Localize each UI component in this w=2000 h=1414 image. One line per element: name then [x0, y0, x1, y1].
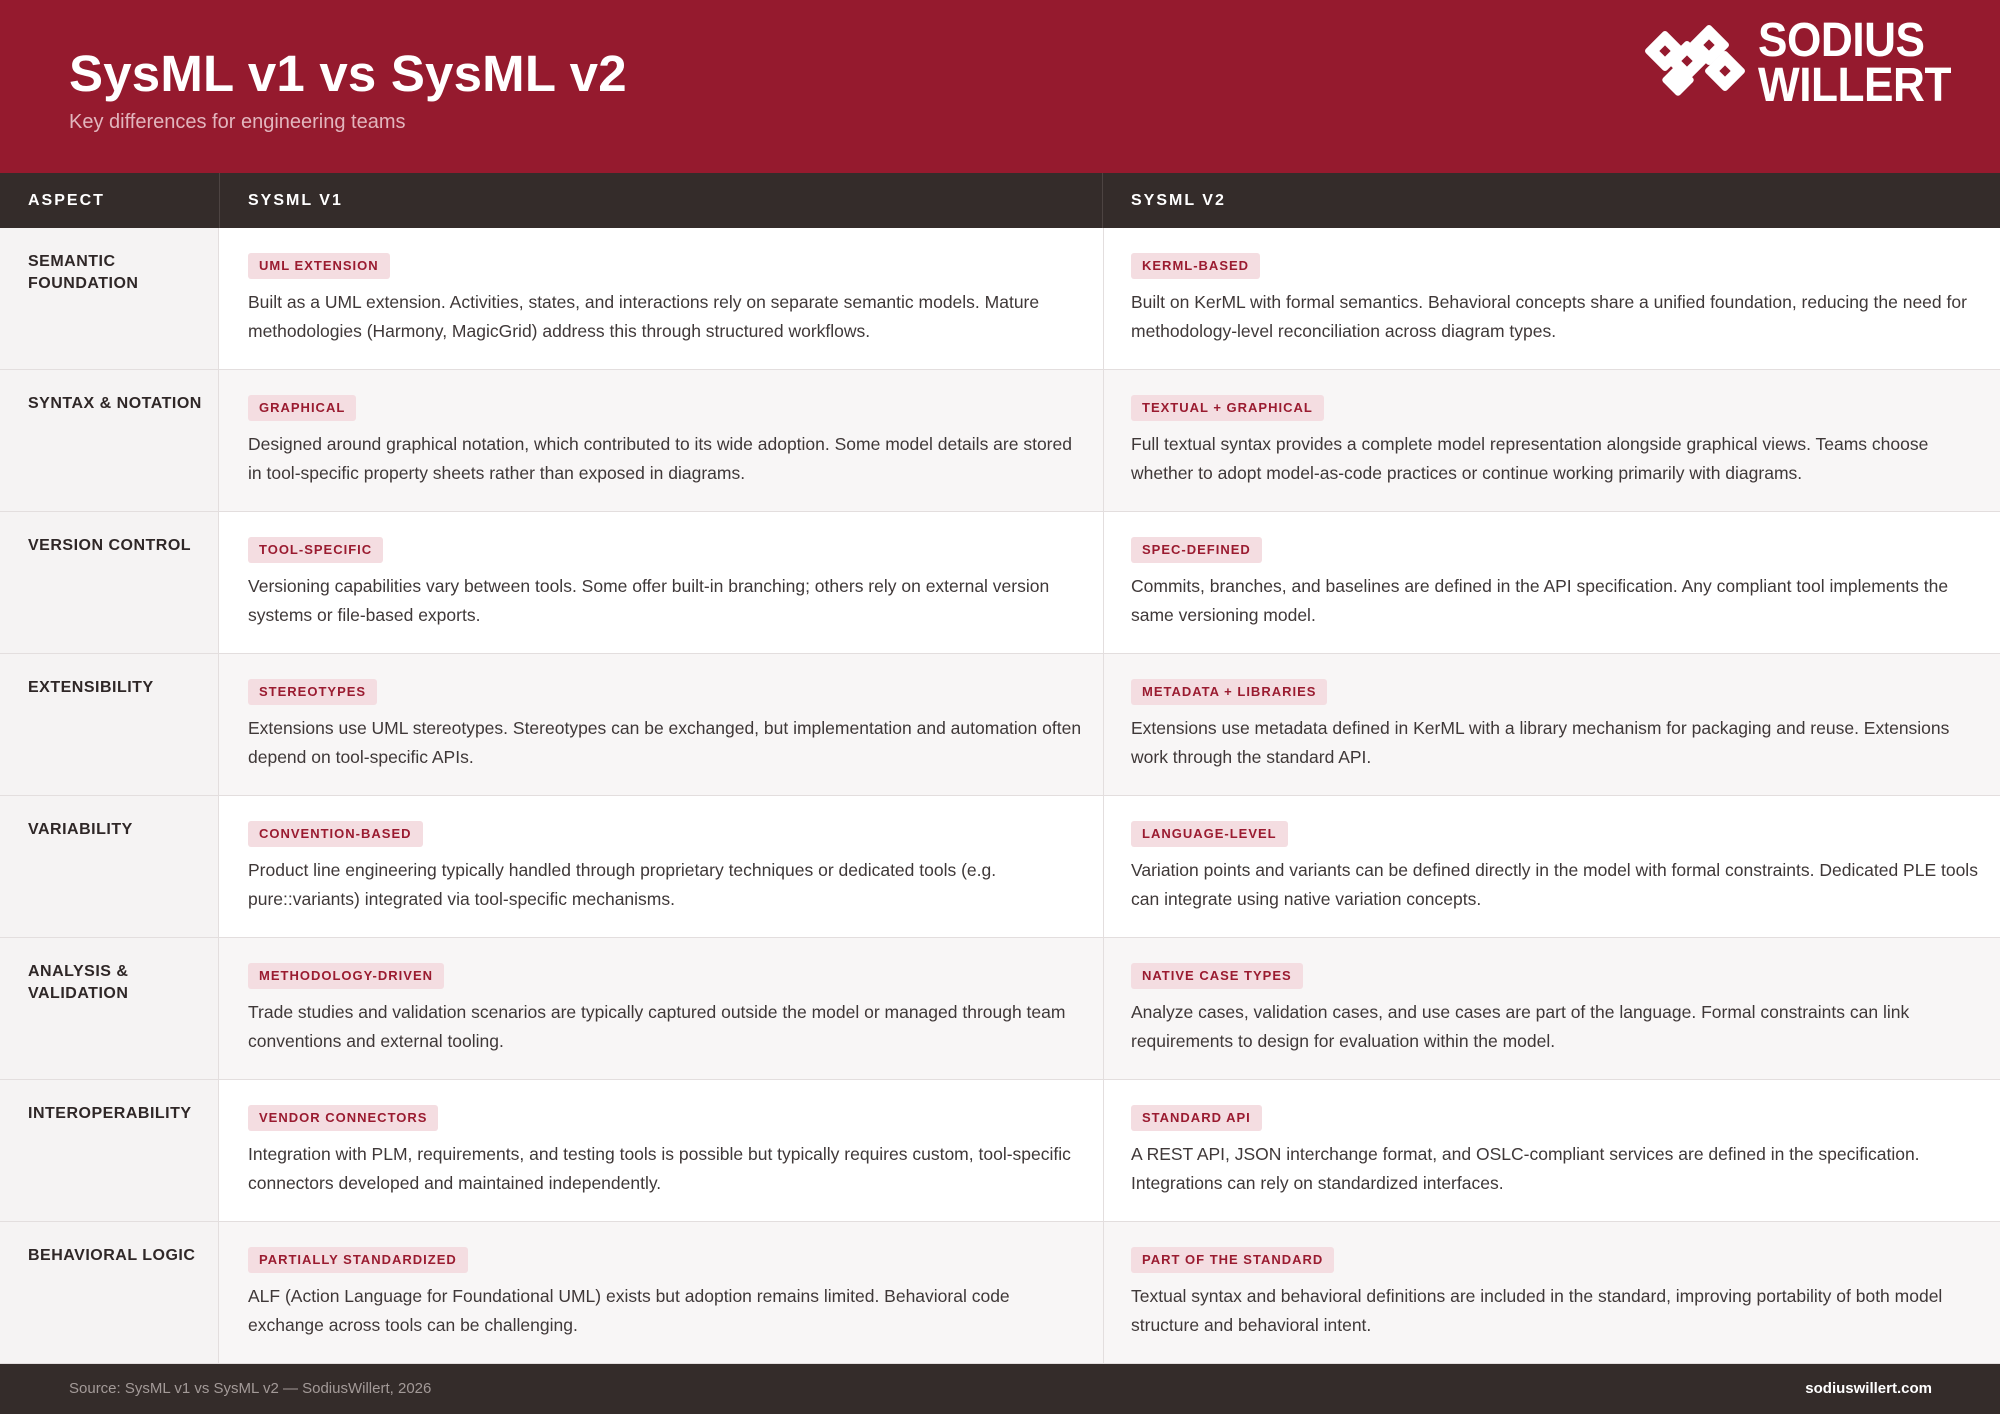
v2-tag-badge: PART OF THE STANDARD: [1131, 1247, 1334, 1273]
v2-tag-badge: METADATA + LIBRARIES: [1131, 679, 1327, 705]
sysml-v1-cell: [220, 370, 1102, 511]
source-note: Source: SysML v1 vs SysML v2 — SodiusWillert, 2026: [69, 1380, 432, 1397]
v2-description: Full textual syntax provides a complete model representation alongside graphical views. Teams choose whether to adopt model-as-code practices or continue working primarily with diagrams.: [1131, 434, 1929, 483]
logo-text-line1: SODIUS: [1758, 14, 1925, 67]
comparison-table-body: [0, 228, 2000, 1364]
sysml-v2-cell: [1103, 654, 2000, 795]
v1-description: Extensions use UML stereotypes. Stereotypes can be exchanged, but implementation and automation often depend on tool-specific APIs.: [248, 718, 1082, 767]
aspect-label: BEHAVIORAL LOGIC: [28, 1247, 196, 1264]
v1-description: Integration with PLM, requirements, and testing tools is possible but typically requires custom, tool-specific connectors developed and maintained independently.: [248, 1144, 1071, 1193]
v1-tag-badge: UML EXTENSION: [248, 253, 390, 279]
aspect-cell: [0, 796, 219, 937]
sysml-v2-cell: [1103, 796, 2000, 937]
website-link[interactable]: sodiuswillert.com: [1805, 1380, 1932, 1397]
sysml-v2-cell: [1103, 1222, 2000, 1363]
v1-tag-badge: PARTIALLY STANDARDIZED: [248, 1247, 468, 1273]
table-row: [0, 938, 2000, 1080]
sysml-v1-cell: [220, 654, 1102, 795]
sysml-v1-cell: [220, 1080, 1102, 1221]
v2-description: Variation points and variants can be defined directly in the model with formal constraints. Dedicated PLE tools can integrate using native variation concepts.: [1131, 860, 1978, 909]
v1-description: Designed around graphical notation, which contributed to its wide adoption. Some model details are stored in tool-specific property sheets rather than exposed in diagrams.: [248, 434, 1072, 483]
sysml-v1-cell: [220, 938, 1102, 1079]
table-row: [0, 512, 2000, 654]
aspect-label: VARIABILITY: [28, 821, 133, 838]
v2-description: Analyze cases, validation cases, and use cases are part of the language. Formal constraints can link requirements to design for evaluation within the model.: [1131, 1002, 1910, 1051]
aspect-cell: [0, 938, 219, 1079]
v2-tag-badge: SPEC-DEFINED: [1131, 537, 1262, 563]
column-header-aspect: ASPECT: [28, 192, 105, 209]
v1-description: Trade studies and validation scenarios are typically captured outside the model or managed through team conventions and external tooling.: [248, 1002, 1066, 1051]
v1-tag-badge: GRAPHICAL: [248, 395, 356, 421]
sysml-v2-cell: [1103, 228, 2000, 369]
aspect-label: SEMANTIC FOUNDATION: [28, 253, 139, 292]
v1-description: Versioning capabilities vary between tools. Some offer built-in branching; others rely on external version systems or file-based exports.: [248, 576, 1050, 625]
v1-tag-badge: METHODOLOGY-DRIVEN: [248, 963, 444, 989]
aspect-label: VERSION CONTROL: [28, 537, 192, 554]
v2-description: Built on KerML with formal semantics. Behavioral concepts share a unified foundation, reducing the need for methodology-level reconciliation across diagram types.: [1131, 292, 1967, 341]
aspect-label: INTEROPERABILITY: [28, 1105, 192, 1122]
table-row: [0, 654, 2000, 796]
v1-tag-badge: CONVENTION-BASED: [248, 821, 423, 847]
v2-description: A REST API, JSON interchange format, and OSLC-compliant services are defined in the specification. Integrations can rely on standardized interfaces.: [1131, 1144, 1920, 1193]
v1-tag-badge: TOOL-SPECIFIC: [248, 537, 383, 563]
footer: [0, 1364, 2000, 1414]
v2-description: Textual syntax and behavioral definitions are included in the standard, improving portability of both model structure and behavioral intent.: [1131, 1286, 1943, 1335]
aspect-cell: [0, 228, 219, 369]
v2-description: Commits, branches, and baselines are defined in the API specification. Any compliant tool implements the same versioning model.: [1131, 576, 1949, 625]
aspect-cell: [0, 370, 219, 511]
sodius-willert-logo: [1640, 14, 1970, 112]
table-row: [0, 1222, 2000, 1364]
table-row: [0, 1080, 2000, 1222]
aspect-label: SYNTAX & NOTATION: [28, 395, 202, 412]
sysml-v1-cell: [220, 1222, 1102, 1363]
aspect-label: EXTENSIBILITY: [28, 679, 154, 696]
logo-text-line2: WILLERT: [1758, 59, 1951, 112]
column-header-sysml-v2: SYSML V2: [1131, 192, 1226, 209]
v2-tag-badge: STANDARD API: [1131, 1105, 1262, 1131]
v2-tag-badge: LANGUAGE-LEVEL: [1131, 821, 1288, 847]
table-row: [0, 228, 2000, 370]
v1-description: ALF (Action Language for Foundational UML) exists but adoption remains limited. Behavioral code exchange across tools can be challenging.: [248, 1286, 1010, 1335]
v2-tag-badge: TEXTUAL + GRAPHICAL: [1131, 395, 1324, 421]
v2-description: Extensions use metadata defined in KerML with a library mechanism for packaging and reuse. Extensions work through the standard API.: [1131, 718, 1950, 767]
aspect-cell: [0, 1222, 219, 1363]
table-row: [0, 796, 2000, 938]
header-banner: [0, 0, 2000, 173]
v1-tag-badge: STEREOTYPES: [248, 679, 377, 705]
sysml-v1-cell: [220, 512, 1102, 653]
v1-description: Built as a UML extension. Activities, states, and interactions rely on separate semantic models. Mature methodologies (Harmony, MagicGrid) address this through structured workflows.: [248, 292, 1040, 341]
table-row: [0, 370, 2000, 512]
sysml-v1-cell: [220, 228, 1102, 369]
sysml-v2-cell: [1103, 512, 2000, 653]
aspect-cell: [0, 654, 219, 795]
column-divider: [219, 173, 220, 228]
column-divider: [1102, 173, 1103, 228]
sysml-v2-cell: [1103, 370, 2000, 511]
aspect-cell: [0, 512, 219, 653]
sysml-v2-cell: [1103, 1080, 2000, 1221]
column-header-sysml-v1: SYSML V1: [248, 192, 343, 209]
aspect-cell: [0, 1080, 219, 1221]
logo-mark-icon: [1640, 22, 1752, 106]
page-subtitle: Key differences for engineering teams: [69, 111, 406, 133]
sysml-v1-cell: [220, 796, 1102, 937]
v2-tag-badge: KERML-BASED: [1131, 253, 1260, 279]
table-header: [0, 173, 2000, 228]
aspect-label: ANALYSIS & VALIDATION: [28, 963, 129, 1002]
v1-description: Product line engineering typically handled through proprietary techniques or dedicated tools (e.g. pure::variants) integrated via tool-specific mechanisms.: [248, 860, 997, 909]
v2-tag-badge: NATIVE CASE TYPES: [1131, 963, 1303, 989]
sysml-v2-cell: [1103, 938, 2000, 1079]
v1-tag-badge: VENDOR CONNECTORS: [248, 1105, 438, 1131]
page-title: SysML v1 vs SysML v2: [69, 45, 627, 102]
